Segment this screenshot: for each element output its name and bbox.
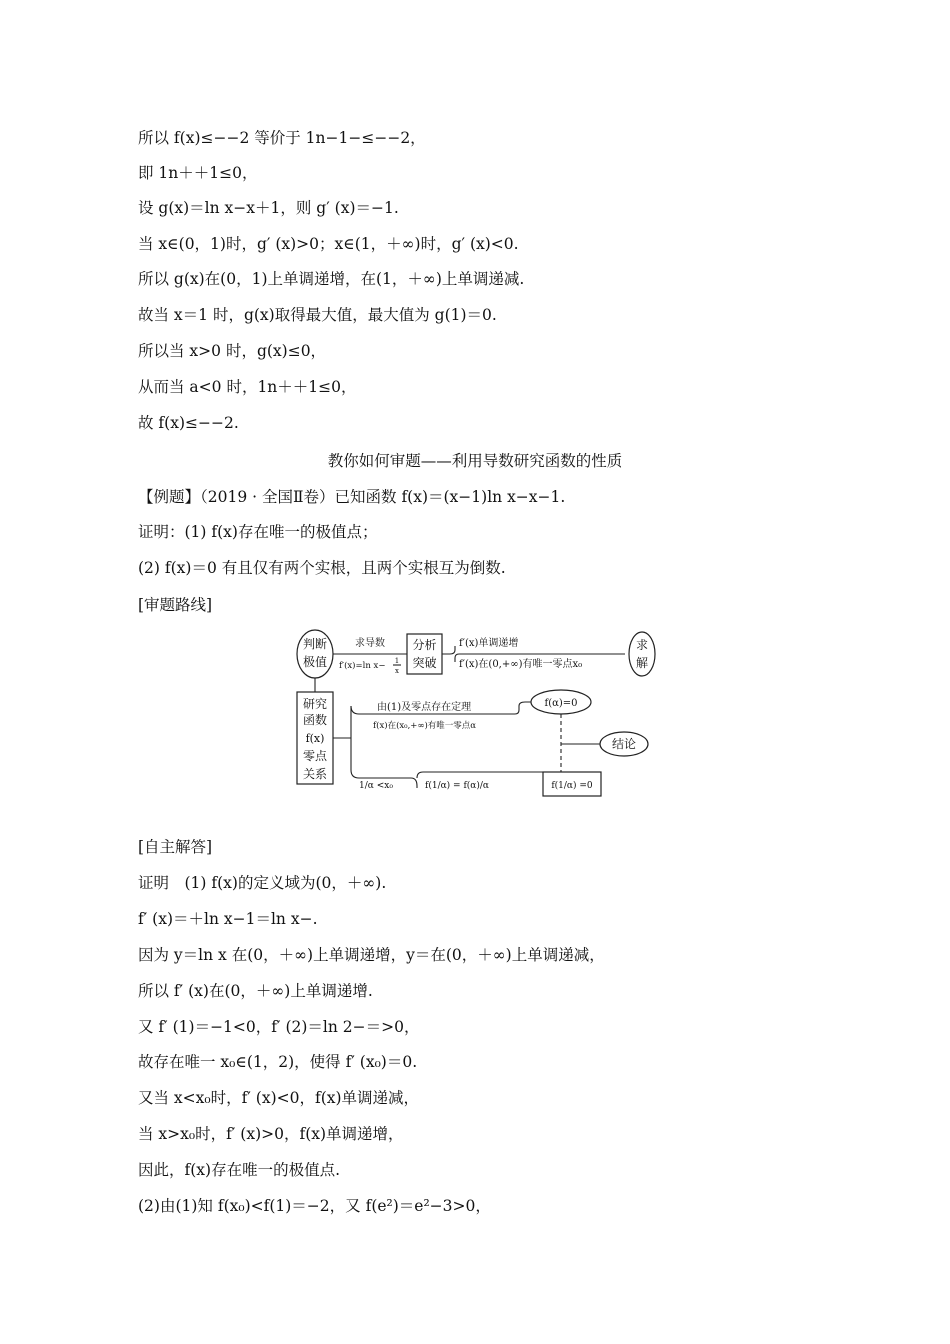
branch-mid-2: f(x)在(x₀,+∞)有唯一零点α <box>373 721 477 731</box>
branch-top-2: f′(x)在(0,+∞)有唯一零点x₀ <box>459 659 583 670</box>
problem-statement: 【例题】（2019 · 全国Ⅱ卷）已知函数 f(x)＝(x−1)ln x−x−1. <box>138 488 566 506</box>
bottom-step-3: f(1/α) =0 <box>551 781 593 791</box>
solution-line-1: 证明 (1) f(x)的定义域为(0，＋∞). <box>138 874 387 892</box>
solution-line-10: (2)由(1)知 f(x₀)<f(1)＝−2，又 f(e²)＝e²−3>0， <box>138 1197 491 1215</box>
text-line-3: 设 g(x)＝ln x−x＋1，则 g′ (x)＝−1. <box>138 199 399 217</box>
node-analyze-line1: 分析 <box>412 638 437 652</box>
text-line-6: 故当 x＝1 时，g(x)取得最大值，最大值为 g(1)＝0. <box>138 306 497 324</box>
node-solve-line1: 求 <box>635 638 649 652</box>
text-line-4: 当 x∈(0，1)时，g′ (x)>0；x∈(1，＋∞)时，g′ (x)<0. <box>138 235 519 253</box>
problem-part-2: (2) f(x)＝0 有且仅有两个实根，且两个实根互为倒数. <box>138 559 506 577</box>
solution-line-7: 又当 x<x₀时，f′ (x)<0，f(x)单调递减， <box>138 1089 420 1107</box>
section-title <box>0 451 950 471</box>
reasoning-flowchart <box>293 628 659 800</box>
edge-derivative-formula: f′(x)=ln x− <box>339 661 386 671</box>
solution-line-9: 因此，f(x)存在唯一的极值点. <box>138 1161 341 1179</box>
node-study-line3: f(x) <box>305 732 325 745</box>
solution-line-4: 所以 f′ (x)在(0，＋∞)上单调递增. <box>138 982 373 1000</box>
text-line-7: 所以当 x>0 时，g(x)≤0， <box>138 342 327 360</box>
text-line-8: 从而当 a<0 时，1n＋＋1≤0， <box>138 378 357 396</box>
section-title-text: 教你如何审题——利用导数研究函数的性质 <box>327 452 623 470</box>
solution-line-8: 当 x>x₀时，f′ (x)>0，f(x)单调递增， <box>138 1125 404 1143</box>
section-label-solution: [自主解答] <box>138 838 213 856</box>
bottom-step-1: 1/α <x₀ <box>359 781 393 791</box>
bottom-step-2: f(1/α) = f(α)/α <box>425 781 489 791</box>
edge-frac-num: 1 <box>394 657 400 665</box>
text-line-5: 所以 g(x)在(0，1)上单调递增，在(1，＋∞)上单调递减. <box>138 270 525 288</box>
solution-line-3: 因为 y＝ln x 在(0，＋∞)上单调递增，y＝在(0，＋∞)上单调递减， <box>138 946 605 964</box>
node-judge-line2: 极值 <box>302 655 328 669</box>
text-line-1: 所以 f(x)≤−−2 等价于 1n−1−≤−−2， <box>138 129 426 147</box>
branch-mid-1: 由(1)及零点存在定理 <box>377 702 472 713</box>
node-conclusion-text: 结论 <box>611 737 637 751</box>
node-analyze-line2: 突破 <box>412 656 437 670</box>
node-study-line5: 关系 <box>302 767 328 781</box>
text-line-2: 即 1n＋＋1≤0， <box>138 164 258 182</box>
text-line-9: 故 f(x)≤−−2. <box>138 414 239 432</box>
edge-frac-den: x <box>395 667 399 675</box>
node-solve-line2: 解 <box>635 656 649 670</box>
node-study-line2: 函数 <box>302 713 328 727</box>
node-f-alpha-text: f(α)=0 <box>544 698 578 709</box>
solution-line-6: 故存在唯一 x₀∈(1，2)，使得 f′ (x₀)＝0. <box>138 1053 418 1071</box>
solution-line-5: 又 f′ (1)＝−1<0，f′ (2)＝ln 2−＝>0， <box>138 1018 420 1036</box>
branch-top-1: f′(x)单调递增 <box>459 638 519 649</box>
node-study-line1: 研究 <box>302 697 328 711</box>
node-judge-line1: 判断 <box>302 637 328 651</box>
edge-derivative-label: 求导数 <box>355 638 385 649</box>
solution-line-2: f′ (x)＝＋ln x−1＝ln x−. <box>138 910 318 928</box>
edge-study-bracket <box>333 706 351 770</box>
section-label-route: [审题路线] <box>138 596 213 614</box>
problem-part-1: 证明：(1) f(x)存在唯一的极值点； <box>138 523 378 541</box>
node-study-line4: 零点 <box>302 749 328 763</box>
